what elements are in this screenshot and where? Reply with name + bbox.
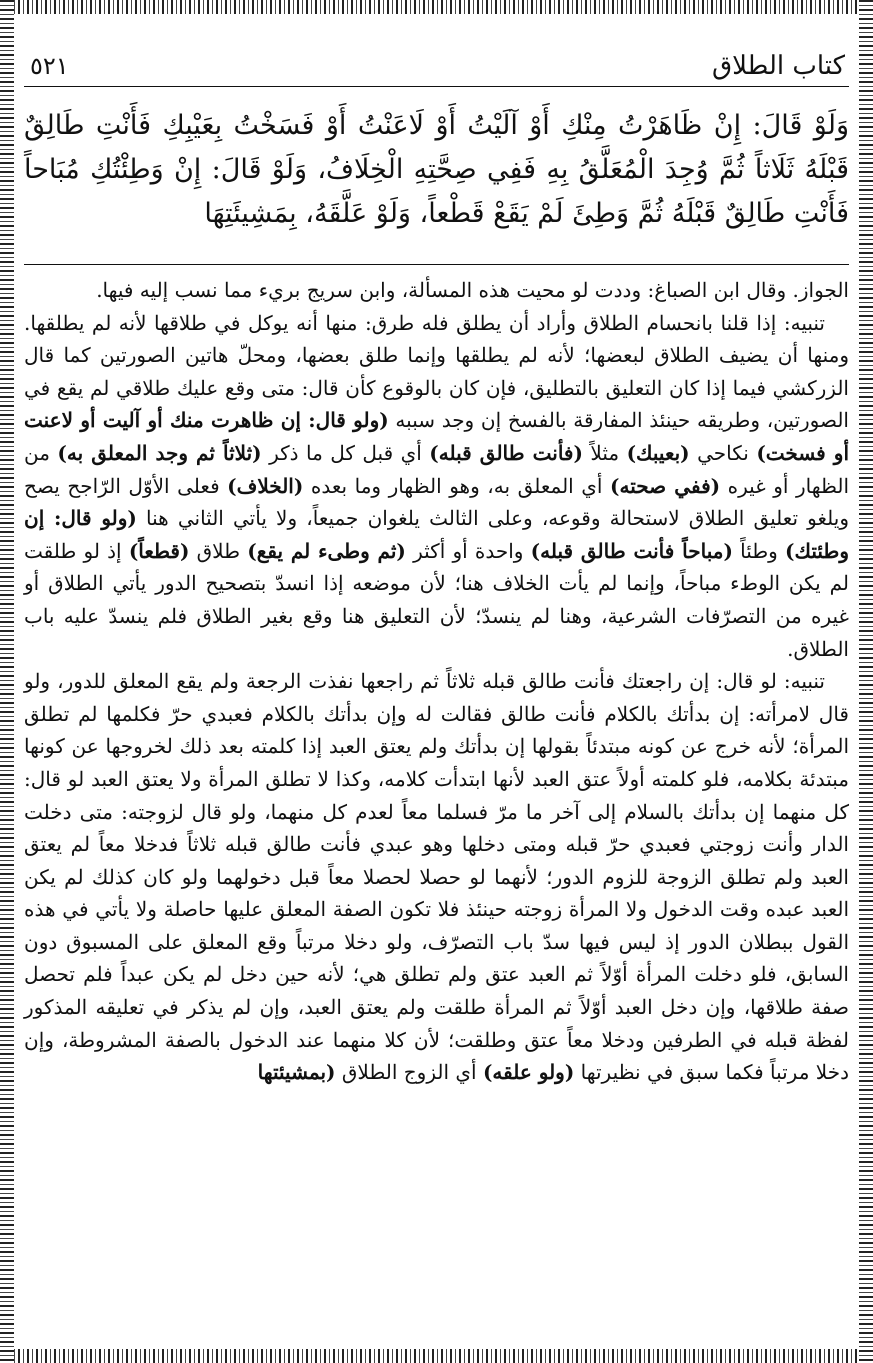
ornamental-border-bottom — [0, 1349, 873, 1363]
quoted-matn: (فأنت طالق قبله) — [429, 440, 583, 465]
quoted-matn: (ثم وطىء لم يقع) — [247, 538, 406, 563]
ornamental-border-right — [859, 0, 873, 1363]
commentary-text: وطئاً — [732, 538, 786, 563]
book-page — [24, 20, 849, 1343]
quoted-matn: (ثلاثاً ثم وجد المعلق به) — [57, 440, 262, 465]
quoted-matn: (مباحاً فأنت طالق قبله) — [530, 538, 733, 563]
separator-rule — [24, 264, 849, 265]
commentary-paragraph-2 — [24, 307, 849, 666]
quoted-matn: (ولو علقه) — [482, 1060, 575, 1085]
commentary-text: نكاحي — [689, 440, 757, 465]
commentary-text: أي المعلق به، وهو الظهار وما بعده — [303, 473, 611, 498]
commentary-text: واحدة أو أكثر — [405, 538, 531, 563]
chapter-title: كتاب الطلاق — [711, 51, 845, 81]
quoted-matn: (الخلاف) — [227, 473, 304, 498]
commentary-text: فعلى الأوّل الرّاجح يصح ويلغو تعليق الطلاق لاستحالة وقوعه، وعلى الثالث يلغوان جميعاً، ولا يأتي الثاني هنا — [24, 473, 849, 531]
page-number: ٥٢١ — [30, 52, 69, 80]
ornamental-border-left — [0, 0, 14, 1363]
commentary-text: إذ لو طلقت لم يكن الوطء مباحاً، وإنما لم يأت الخلاف هنا؛ لأن موضعه إذا انسدّ بتصحيح الدور يأتي الطلاق أو غيره من التصرّفات الشرعية، وهنا لم ينسدّ؛ لأن التعليق هنا وقع بغير الطلاق فلم ينسدّ عليه باب الطلاق. — [24, 538, 849, 661]
commentary — [24, 274, 849, 1089]
commentary-text: تنبيه: إذا قلنا بانحسام الطلاق وأراد أن يطلق فله طرق: منها أنه يوكل في طلاقها لأنه لم يطلقها. ومنها أن يضيف الطلاق لبعضها؛ لأنه لم يطلقها وإنما طلق بعضها، ومحلّ هاتين الصورتين كما قال الزركشي فيما إذا كان التعليق بالتطليق، فإن كان بالوقوع كأن قال: متى وقع عليك طلاقي لم يقع في الصورتين، وطريقه حينئذ المفارقة بالفسخ إن وجد سببه — [24, 310, 849, 433]
quoted-matn: (بعيبك) — [626, 440, 690, 465]
commentary-text: مثلاً — [582, 440, 627, 465]
commentary-text: تنبيه: لو قال: إن راجعتك فأنت طالق قبله ثلاثاً ثم راجعها نفذت الرجعة ولم يقع المعلق للدور، ولو قال لامرأته: إن بدأتك بالكلام فأنت طالق فقالت له وإن بدأتك بالكلام فعبدي حرّ فكلمها لم تطلق المرأة؛ لأنه خرج عن كونه مبتدئاً بقولها إن بدأتك ولم يعتق العبد إذا كلمته بعد ذلك لخروجها عن كونها مبتدئة بكلامه، فلو كلمته أولاً عتق العبد لأنها ابتدأت كلامه، وكذا لا تطلق المرأة ولا يعتق العبد لو قال: كل منهما إن بدأتك بالسلام إلى آخر ما مرّ فسلما معاً لعدم كل منهما، ولو قال لزوجته: متى دخلت الدار وأنت زوجتي فعبدي حرّ قبله ومتى دخلها وهو عبدي فأنت طالق قبله ثلاثاً فدخلا معاً لم يعتق العبد ولم تطلق الزوجة للزوم الدور؛ لأنهما لو حصلا لحصلا معاً قبل دخولهما ولو كان كذلك لم يكن العبد عبده وقت الدخول ولا المرأة زوجته حينئذ فلا تكون الصفة المعلق عليها حاصلة ولا يأتي في هذه القول ببطلان الدور إذ ليس فيها سدّ باب التصرّف، ولو دخلا مرتباً وقع المعلق على المسبوق دون السابق، فلو دخلت المرأة أوّلاً ثم العبد عتق ولم تطلق هي؛ لأنه حين دخل لم يكن عبداً فلم تحصل صفة طلاقها، وإن دخل العبد أوّلاً ثم المرأة طلقت ولم يعتق العبد، وإن لم يذكر في تعليقه المذكور لفظة قبله في الطرفين ودخلا معاً عتق وطلقت؛ لأن كلا منهما عند الدخول بالصفة المشروطة، وإن دخلا مرتباً فكما سبق في نظيرتها — [24, 669, 849, 1085]
commentary-text: أي الزوج الطلاق — [335, 1060, 483, 1085]
ornamental-border-top — [0, 0, 873, 14]
quoted-matn: (ولو قال: إن وطئتك) — [24, 506, 850, 563]
commentary-paragraph-1 — [24, 274, 849, 307]
quoted-matn: (قطعاً) — [128, 538, 190, 563]
commentary-text: الجواز. وقال ابن الصباغ: وددت لو محيت هذه المسألة، وابن سريج بريء مما نسب إليه فيها. — [96, 278, 849, 302]
quoted-matn: (ففي صحته) — [610, 473, 721, 498]
commentary-text: من الظهار أو غيره — [24, 440, 849, 498]
quoted-matn: (بمشيئتها — [257, 1060, 336, 1085]
commentary-text: أي قبل كل ما ذكر — [261, 440, 430, 465]
main-text: وَلَوْ قَالَ: إِنْ ظَاهَرْتُ مِنْكِ أَوْ آلَيْتُ أَوْ لَاعَنْتُ أَوْ فَسَخْتُ بِعَيْبِكِ فَأَنْتِ طَالِقٌ قَبْلَهُ ثَلَاثاً ثُمَّ وُجِدَ الْمُعَلَّقُ بِهِ فَفِي صِحَّتِهِ الْخِلَافُ، وَلَوْ قَالَ: إِنْ وَطِئْتُكِ مُبَاحاً فَأَنْتِ طَالِقٌ قَبْلَهُ ثُمَّ وَطِئَ لَمْ يَقَعْ قَطْعاً، وَلَوْ عَلَّقَهُ، بِمَشِيئَتِهَا — [24, 110, 849, 229]
commentary-paragraph-3 — [24, 665, 849, 1089]
quoted-matn: (ولو قال: إن ظاهرت منك أو آليت أو لاعنت أو فسخت) — [24, 408, 850, 465]
commentary-text: طلاق — [189, 538, 248, 563]
running-header — [24, 46, 849, 87]
